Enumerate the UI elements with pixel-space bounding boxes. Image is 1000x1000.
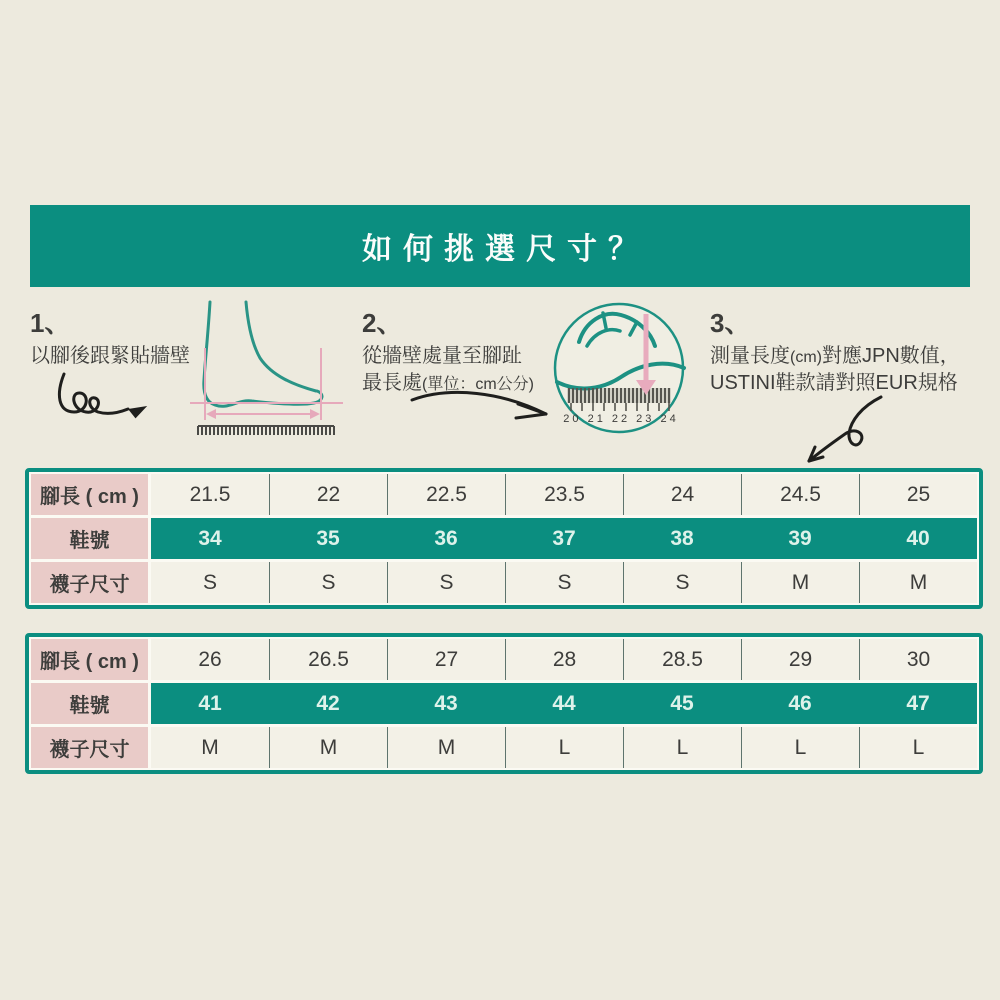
step-3-text-line1c: 對應JPN數值， <box>821 345 960 368</box>
sock-size-row <box>31 727 977 768</box>
value-cell: M <box>269 727 387 768</box>
step-2-number: 2、 <box>362 308 403 338</box>
value-cell: 47 <box>859 683 977 724</box>
value-cell: L <box>505 727 623 768</box>
value-cell: 27 <box>387 639 505 680</box>
value-cell: M <box>859 562 977 603</box>
value-cell: L <box>741 727 859 768</box>
value-cell: S <box>623 562 741 603</box>
row-header-cell: 襪子尺寸 <box>31 562 151 603</box>
loop-arrow-icon <box>793 393 897 467</box>
value-cell: S <box>505 562 623 603</box>
step-3-number: 3、 <box>710 308 751 338</box>
squiggle-arrow-icon <box>52 368 184 430</box>
value-cell: S <box>269 562 387 603</box>
circle-ruler-numbers: 20 21 22 23 24 <box>563 413 679 425</box>
value-cell: 28.5 <box>623 639 741 680</box>
foot-length-row <box>31 474 977 515</box>
ruler-ticks <box>198 426 336 435</box>
value-cell: 40 <box>859 518 977 559</box>
value-cell: 34 <box>151 518 269 559</box>
step-3-cm-note: (cm) <box>790 349 822 367</box>
value-cell: 22.5 <box>387 474 505 515</box>
value-cell: 37 <box>505 518 623 559</box>
step-1-instructions <box>30 306 210 370</box>
value-cell: 38 <box>623 518 741 559</box>
value-cell: M <box>151 727 269 768</box>
foot-measurement-illustration <box>188 300 348 440</box>
value-cell: 23.5 <box>505 474 623 515</box>
value-cell: 26 <box>151 639 269 680</box>
value-cell: 28 <box>505 639 623 680</box>
sock-size-row <box>31 562 977 603</box>
value-cell: 43 <box>387 683 505 724</box>
value-cell: 46 <box>741 683 859 724</box>
value-cell: M <box>387 727 505 768</box>
value-cell: 39 <box>741 518 859 559</box>
row-header-cell: 鞋號 <box>31 683 151 724</box>
value-cell: 26.5 <box>269 639 387 680</box>
page-title: 如何挑選尺寸？ <box>362 233 649 266</box>
value-cell: 21.5 <box>151 474 269 515</box>
value-cell: 29 <box>741 639 859 680</box>
foot-length-row <box>31 639 977 680</box>
step-1-number: 1、 <box>30 308 71 338</box>
curved-arrow-icon <box>406 384 558 436</box>
step-3-instructions <box>710 306 978 397</box>
value-cell: 35 <box>269 518 387 559</box>
value-cell: 24.5 <box>741 474 859 515</box>
step-2-text-line1: 從牆壁處量至腳趾 <box>362 345 522 368</box>
value-cell: L <box>859 727 977 768</box>
step-2-text-line2: 最長處 <box>362 372 422 395</box>
value-cell: 42 <box>269 683 387 724</box>
value-cell: 30 <box>859 639 977 680</box>
value-cell: 36 <box>387 518 505 559</box>
value-cell: 45 <box>623 683 741 724</box>
value-cell: L <box>623 727 741 768</box>
value-cell: 22 <box>269 474 387 515</box>
step-2-unit-note: (單位：cm公分) <box>422 376 534 394</box>
row-header-cell: 腳長 ( cm ) <box>31 474 151 515</box>
step-1-text: 以腳後跟緊貼牆壁 <box>30 345 190 368</box>
step-3-text-line2: USTINI鞋款請對照EUR規格 <box>710 372 958 395</box>
value-cell: M <box>741 562 859 603</box>
row-header-cell: 腳長 ( cm ) <box>31 639 151 680</box>
toe-ruler-magnifier-illustration <box>551 300 687 436</box>
size-table-small-sizes <box>25 468 983 609</box>
value-cell: 44 <box>505 683 623 724</box>
title-banner <box>30 205 970 287</box>
value-cell: 24 <box>623 474 741 515</box>
shoe-size-row <box>31 518 977 559</box>
shoe-size-row <box>31 683 977 724</box>
value-cell: 41 <box>151 683 269 724</box>
size-table-large-sizes <box>25 633 983 774</box>
value-cell: S <box>387 562 505 603</box>
value-cell: 25 <box>859 474 977 515</box>
step-3-text-line1: 測量長度 <box>710 345 790 368</box>
row-header-cell: 鞋號 <box>31 518 151 559</box>
value-cell: S <box>151 562 269 603</box>
row-header-cell: 襪子尺寸 <box>31 727 151 768</box>
